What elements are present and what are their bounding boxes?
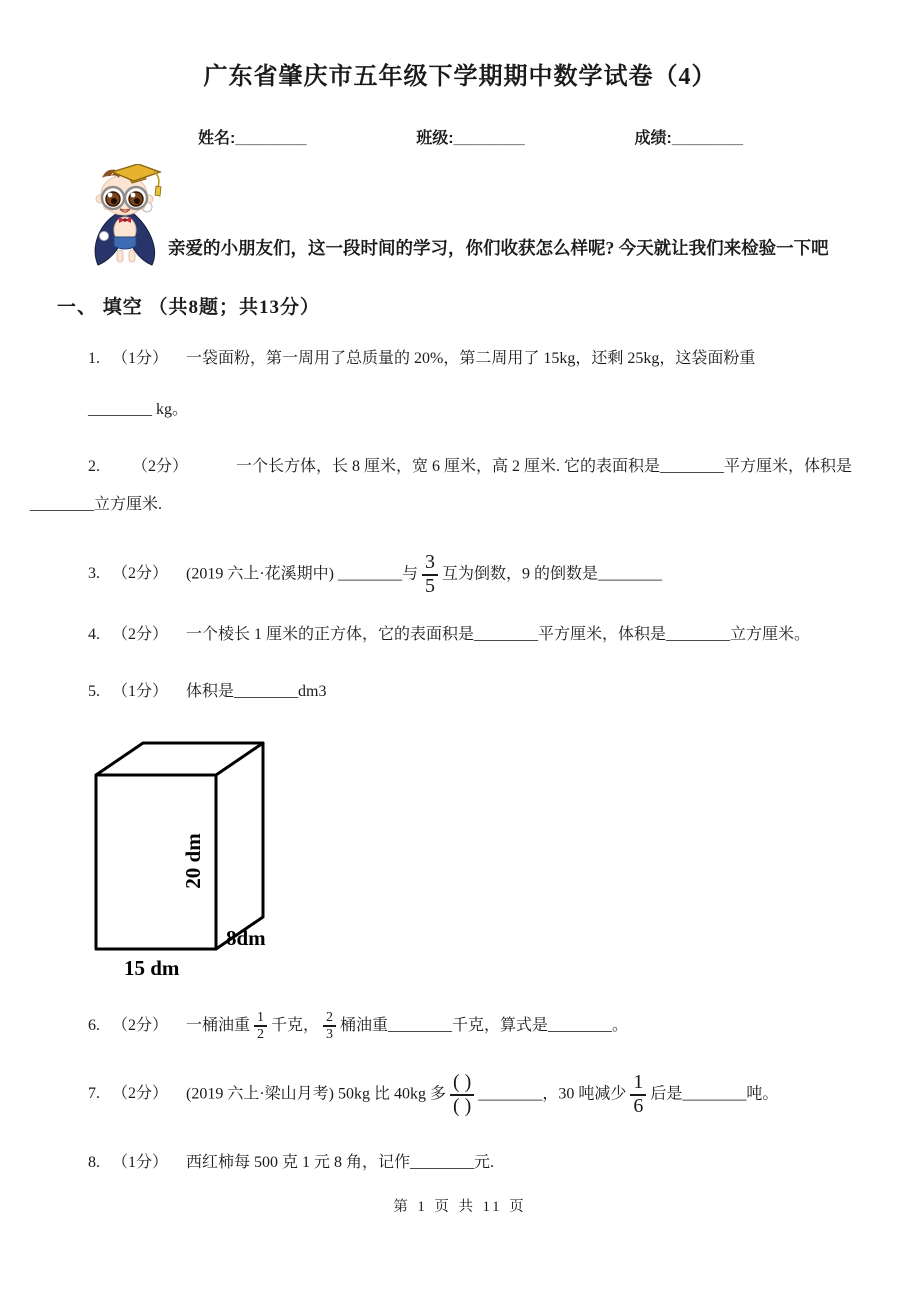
intro-text: 亲爱的小朋友们，这一段时间的学习，你们收获怎么样呢? 今天就让我们来检验一下吧 <box>168 238 829 258</box>
question-number: 4. <box>88 626 100 644</box>
page-footer: 第 1 页 共 11 页 <box>393 1199 527 1215</box>
student-mascot-icon <box>86 164 164 270</box>
figure-label-height: 20 dm <box>181 833 205 889</box>
question-text: 一个长方体，长 8 厘米，宽 6 厘米，高 2 厘米. 它的表面积是________平方厘米，体积是 <box>236 457 853 475</box>
question-text: 互为倒数，9 的倒数是________ <box>442 565 663 583</box>
name-blank: ________ <box>235 130 307 147</box>
figure-label-depth: 8dm <box>226 925 266 950</box>
question-score: （2分） <box>112 565 169 583</box>
question <box>88 552 890 597</box>
question-text: (2019 六上·花溪期中) ________与 <box>186 565 419 583</box>
question-line <box>88 1010 890 1042</box>
fraction-denominator: 3 <box>326 1027 334 1043</box>
question-line <box>88 1072 890 1117</box>
intro-block <box>30 164 890 270</box>
question-text: 西红柿每 500 克 1 元 8 角，记作________元. <box>186 1154 495 1172</box>
name-label: 姓名: <box>198 130 236 147</box>
fraction-numerator: 2 <box>323 1010 336 1027</box>
question-number: 8. <box>88 1154 100 1172</box>
question-number: 3. <box>88 565 100 583</box>
fraction <box>450 1072 474 1117</box>
question <box>88 1072 890 1117</box>
question <box>88 349 890 421</box>
questions-list-bottom <box>30 1010 890 1174</box>
question-line <box>88 552 890 597</box>
question-score: （1分） <box>112 683 169 701</box>
question-line <box>88 400 890 421</box>
question-number: 5. <box>88 683 100 701</box>
question-text: ________ kg。 <box>88 400 189 418</box>
name-field <box>198 125 307 148</box>
question <box>88 1153 890 1174</box>
fraction-denominator: 6 <box>633 1094 644 1117</box>
question-number: 1. <box>88 350 100 367</box>
fraction-numerator: 1 <box>630 1072 646 1096</box>
figure-label-width: 15 dm <box>124 955 180 980</box>
cuboid-side-face <box>216 743 263 949</box>
question-line <box>88 682 890 703</box>
cuboid-figure <box>88 731 300 983</box>
question-line <box>88 349 890 370</box>
question-text: ________立方厘米. <box>30 496 163 514</box>
question-text: 千克， <box>271 1016 320 1034</box>
fraction <box>323 1010 336 1042</box>
fraction <box>254 1010 267 1042</box>
class-field <box>416 125 525 148</box>
question-score: （2分） <box>112 1016 169 1034</box>
mascot-left-glove <box>100 232 109 241</box>
cuboid-top-face <box>96 743 263 775</box>
score-blank: ________ <box>671 130 743 147</box>
info-row <box>198 125 743 148</box>
class-label: 班级: <box>416 130 454 147</box>
question <box>88 1010 890 1042</box>
section-heading: 一、 填空 （共8题；共13分） <box>57 297 321 318</box>
question-score: （2分） <box>132 457 189 475</box>
question-text: 一个棱长 1 厘米的正方体，它的表面积是________平方厘米，体积是________立方厘米。 <box>186 626 811 644</box>
score-field <box>634 125 743 148</box>
page-title: 广东省肇庆市五年级下学期期中数学试卷（4） <box>203 64 717 90</box>
questions-list-top <box>30 349 890 703</box>
question-number: 2. <box>88 457 100 475</box>
question-line <box>88 625 890 646</box>
figure-wrap <box>88 731 890 988</box>
question-text: 一袋面粉，第一周用了总质量的 20%，第二周用了 15kg，还剩 25kg，这袋面粉重 <box>186 350 756 367</box>
mascot-shorts <box>114 237 136 249</box>
question-score: （2分） <box>112 1085 169 1103</box>
question-number: 7. <box>88 1085 100 1103</box>
fraction-numerator: 3 <box>422 552 438 576</box>
question-line <box>88 457 890 478</box>
question-text: (2019 六上·梁山月考) 50kg 比 40kg 多 <box>186 1085 447 1103</box>
class-blank: ________ <box>453 130 525 147</box>
question <box>88 625 890 646</box>
score-label: 成绩: <box>634 130 672 147</box>
fraction-numerator: ( ) <box>450 1072 474 1096</box>
fraction <box>630 1072 646 1117</box>
question-text: 一桶油重 <box>186 1016 251 1034</box>
question-text: 桶油重________千克，算式是________。 <box>340 1016 629 1034</box>
question-number: 6. <box>88 1016 100 1034</box>
question-line <box>30 495 890 516</box>
question <box>30 457 890 517</box>
question-line <box>88 1153 890 1174</box>
fraction-numerator: 1 <box>254 1010 267 1027</box>
fraction <box>422 552 438 597</box>
fraction-denominator: 2 <box>257 1027 265 1043</box>
question-score: （1分） <box>112 350 169 367</box>
fraction-denominator: 5 <box>425 574 436 597</box>
fraction-denominator: ( ) <box>453 1094 472 1117</box>
question-text: 后是________吨。 <box>650 1085 779 1103</box>
question-score: （2分） <box>112 626 169 644</box>
question-text: ________，30 吨减少 <box>478 1085 627 1103</box>
question <box>88 682 890 703</box>
question-text: 体积是________dm3 <box>186 683 327 701</box>
question-score: （1分） <box>112 1154 169 1172</box>
